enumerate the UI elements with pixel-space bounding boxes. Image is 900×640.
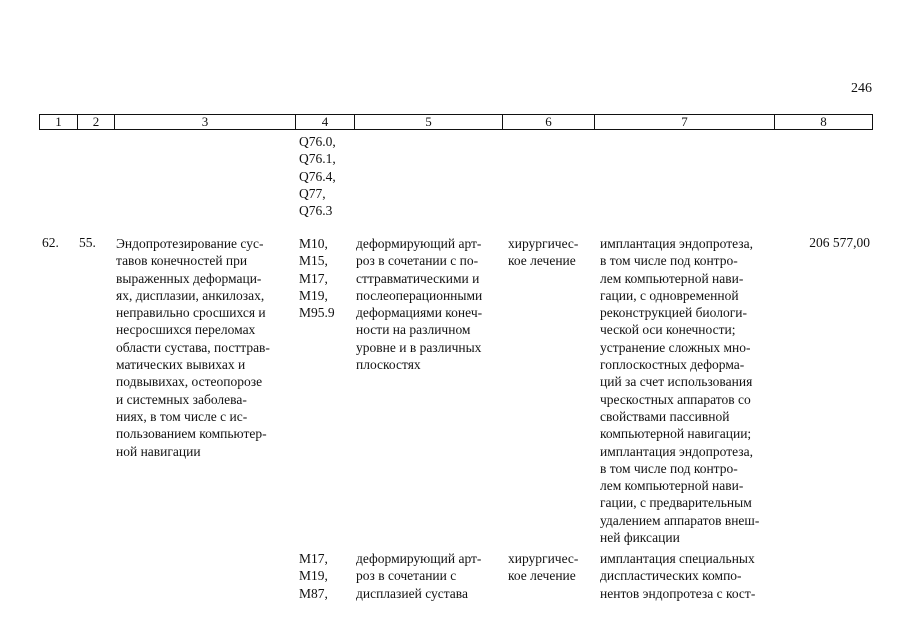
row-number-62: 62.	[42, 235, 59, 250]
header-col-1: 1	[40, 115, 78, 129]
text-line: нентов эндопротеза с кост-	[600, 585, 756, 601]
text-line: роз в сочетании с по-	[356, 253, 479, 269]
code-line: Q77,	[299, 185, 326, 201]
text-line: чрескостных аппаратов со	[600, 391, 751, 407]
text-line: удалением аппаратов внеш-	[600, 512, 760, 528]
code-line: M10,	[299, 236, 328, 251]
text-line: имплантация эндопротеза,	[600, 236, 753, 251]
header-col-7: 7	[595, 115, 775, 129]
procedure-name	[116, 235, 287, 460]
text-line: имплантация эндопротеза,	[600, 443, 753, 459]
code-line: Q76.4,	[299, 168, 336, 184]
treatment-type-1	[508, 235, 593, 270]
treatment-type-2	[508, 550, 593, 585]
header-col-5: 5	[355, 115, 503, 129]
group-number-55: 55.	[79, 235, 96, 250]
text-line: тавов конечностей при	[116, 253, 248, 269]
text-line: гации, с одновременной	[600, 287, 739, 303]
text-line: в том числе под контро-	[600, 460, 738, 476]
text-line: Эндопротезирование сус-	[116, 236, 264, 251]
text-line: деформирующий арт-	[356, 551, 482, 566]
header-col-8: 8	[820, 114, 827, 129]
price-value: 206 577,00	[809, 235, 870, 250]
treatment-method-2	[600, 550, 770, 602]
text-line: ной навигации	[116, 443, 201, 459]
code-line: M17,	[299, 551, 328, 566]
text-line: компьютерной навигации;	[600, 426, 752, 442]
text-line: деформирующий арт-	[356, 236, 482, 251]
text-line: несросшихся переломах	[116, 322, 256, 338]
text-line: деформациями конеч-	[356, 305, 483, 321]
text-line: кое лечение	[508, 253, 576, 269]
text-line: ниях, в том числе с ис-	[116, 408, 248, 424]
code-line: M15,	[299, 253, 328, 269]
text-line: матических вывихах и	[116, 357, 246, 373]
text-line: диспластических компо-	[600, 568, 742, 584]
text-line: роз в сочетании с	[356, 568, 457, 584]
text-line: сттравматическими и	[356, 270, 480, 286]
header-col-4: 4	[296, 115, 355, 129]
text-line: плоскостях	[356, 357, 421, 373]
text-line: кое лечение	[508, 568, 576, 584]
text-line: неправильно сросшихся и	[116, 305, 266, 321]
header-col-3: 3	[115, 115, 296, 129]
text-line: лем компьютерной нави-	[600, 270, 744, 286]
text-line: ций за счет использования	[600, 374, 753, 390]
code-line: Q76.1,	[299, 151, 336, 167]
text-line: хирургичес-	[508, 551, 579, 566]
text-line: области сустава, посттрав-	[116, 339, 270, 355]
text-line: ческой оси конечности;	[600, 322, 736, 338]
patient-model-2	[356, 550, 499, 602]
treatment-method-1	[600, 235, 770, 546]
patient-model-1	[356, 235, 499, 373]
text-line: дисплазией сустава	[356, 585, 468, 601]
text-line: лем компьютерной нави-	[600, 478, 744, 494]
text-line: пользованием компьютер-	[116, 426, 267, 442]
code-line: M87,	[299, 585, 328, 601]
code-line: M19,	[299, 287, 328, 303]
text-line: ней фиксации	[600, 530, 680, 546]
text-line: уровне и в различных	[356, 339, 482, 355]
text-line: и системных заболева-	[116, 391, 247, 407]
header-col-2: 2	[78, 115, 115, 129]
text-line: устранение сложных мно-	[600, 339, 751, 355]
text-line: хирургичес-	[508, 236, 579, 251]
text-line: реконструкцией биологи-	[600, 305, 747, 321]
code-line: M17,	[299, 270, 328, 286]
code-line: Q76.3	[299, 203, 333, 219]
text-line: гоплоскостных деформа-	[600, 357, 745, 373]
page-number: 246	[851, 81, 872, 96]
diagnosis-codes-1	[299, 235, 355, 321]
continuation-codes	[299, 133, 357, 219]
text-line: ях, дисплазии, анкилозах,	[116, 287, 265, 303]
text-line: гации, с предварительным	[600, 495, 752, 511]
text-line: выраженных деформаци-	[116, 270, 262, 286]
text-line: имплантация специальных	[600, 551, 755, 566]
code-line: M95.9	[299, 305, 335, 321]
text-line: подвывихах, остеопорозе	[116, 374, 263, 390]
text-line: в том числе под контро-	[600, 253, 738, 269]
text-line: свойствами пассивной	[600, 408, 730, 424]
code-line: M19,	[299, 568, 328, 584]
diagnosis-codes-2	[299, 550, 355, 602]
text-line: послеоперационными	[356, 287, 483, 303]
code-line: Q76.0,	[299, 134, 336, 149]
header-col-6: 6	[503, 115, 595, 129]
table-header-row	[39, 114, 873, 130]
text-line: ности на различном	[356, 322, 471, 338]
